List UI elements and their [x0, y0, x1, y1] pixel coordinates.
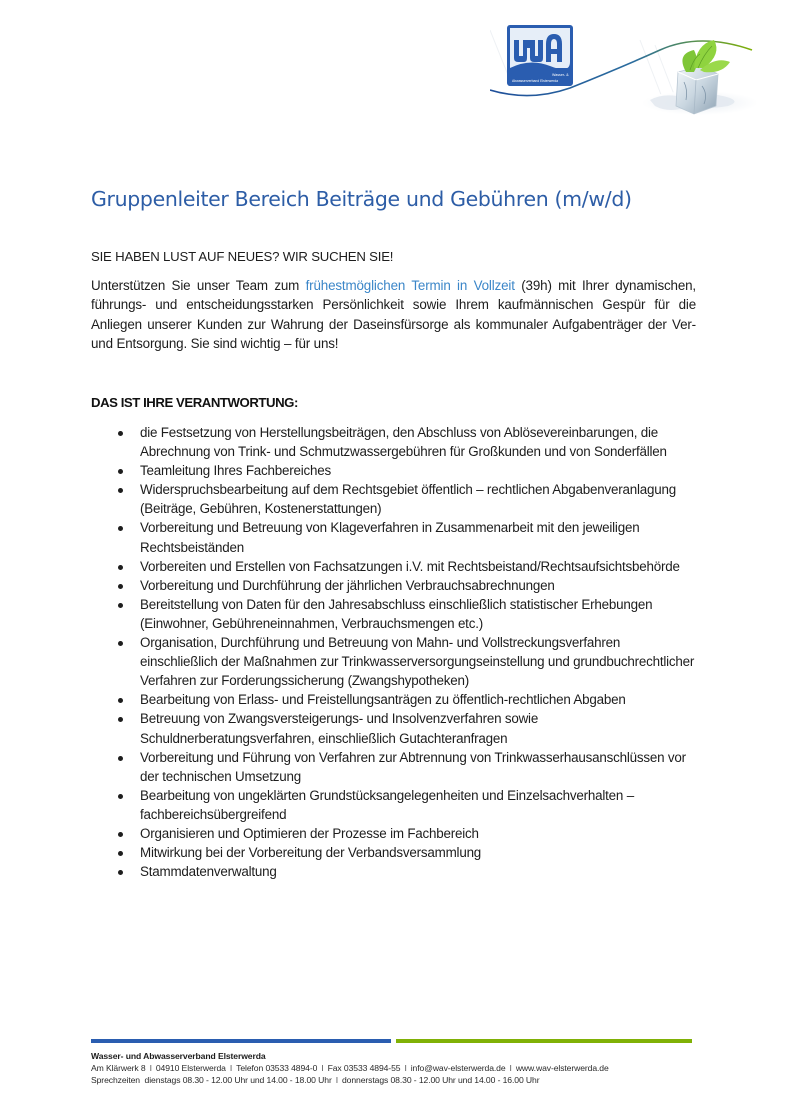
ice-cube-mint-icon [642, 40, 758, 115]
list-item-text: Bearbeitung von ungeklärten Grundstücksangelegenheiten und Einzelsachverhalten – fachbereichsübergreifend [140, 787, 634, 822]
bullet-icon [118, 851, 123, 856]
tagline: SIE HABEN LUST AUF NEUES? WIR SUCHEN SIE! [91, 249, 394, 264]
bullet-icon [118, 698, 123, 703]
bullet-icon [118, 756, 123, 761]
list-item-text: Teamleitung Ihres Fachbereiches [140, 463, 332, 479]
footer-separator: I [229, 1063, 233, 1074]
bullet-icon [118, 565, 123, 570]
footer-email-link[interactable]: info@wav-elsterwerda.de [410, 1063, 506, 1074]
footer-separator: I [321, 1063, 324, 1074]
footer-city: 04910 Elsterwerda [155, 1063, 226, 1074]
list-item [140, 824, 700, 843]
logo-text-line2: Abwasserverband Elsterwerda [512, 79, 558, 83]
footer-phone: Telefon 03533 4894-0 [236, 1063, 318, 1074]
list-item [140, 690, 700, 709]
header-graphic [490, 10, 780, 140]
list-item-text: Vorbereitung und Führung von Verfahren zur Abtrennung von Trinkwasserhausanschlüssen vor der technischen Umsetzung [140, 749, 686, 784]
list-item [140, 748, 700, 786]
list-item [140, 709, 700, 747]
list-item-text: Vorbereitung und Durchführung der jährlichen Verbrauchsabrechnungen [140, 577, 555, 593]
footer-separator: I [335, 1075, 338, 1086]
list-item [140, 843, 700, 862]
wav-logo-icon [507, 25, 573, 86]
bullet-icon [118, 717, 123, 722]
footer-hours-label: Sprechzeiten [91, 1075, 140, 1086]
bullet-icon [118, 584, 123, 589]
list-item [140, 862, 700, 881]
header-artwork [490, 10, 780, 140]
bullet-icon [118, 526, 123, 531]
list-item-text: die Festsetzung von Herstellungsbeiträgen, den Abschluss von Ablösevereinbarungen, die Abrechnung von Trink- und Schmutzwassergebühren für Großkunden und von Sonderfällen [140, 425, 667, 460]
responsibilities-list [140, 423, 700, 881]
bullet-icon [118, 794, 123, 799]
list-item [140, 423, 700, 461]
bullet-icon [118, 431, 123, 436]
list-item [140, 461, 700, 480]
footer-contact-line [91, 1062, 701, 1074]
list-item-text: Betreuung von Zwangsversteigerungs- und Insolvenzverfahren sowie Schuldnerberatungsverfahren, einschließlich Gutachteranfragen [140, 711, 539, 746]
bullet-icon [118, 832, 123, 837]
page-title: Gruppenleiter Bereich Beiträge und Gebühren (m/w/d) [91, 187, 632, 211]
footer-website-link[interactable]: www.wav-elsterwerda.de [515, 1063, 609, 1074]
list-item-text: Vorbereiten und Erstellen von Fachsatzungen i.V. mit Rechtsbeistand/Rechtsaufsichtsbehörde [140, 558, 680, 574]
bullet-icon [118, 641, 123, 646]
list-item [140, 576, 700, 595]
list-item [140, 480, 700, 518]
list-item-text: Vorbereitung und Betreuung von Klageverfahren in Zusammenarbeit mit den jeweiligen Rechtsbeiständen [140, 520, 640, 555]
footer-divider-blue [91, 1039, 391, 1043]
footer [91, 1050, 701, 1087]
bullet-icon [118, 603, 123, 608]
intro-text-after: (39h) mit Ihrer dynamischen, führungs- und entscheidungsstarken Persönlichkeit sowie Ihrem kaufmännischen Gespür für die Anliegen unserer Kunden zur Wahrung der Daseinsfürsorge als kommunaler Aufgabenträger der Ver- und Entsorgung. Sie sind wichtig – für uns! [91, 278, 697, 352]
list-item [140, 633, 700, 690]
list-item [140, 557, 700, 576]
list-item-text: Organisieren und Optimieren der Prozesse im Fachbereich [140, 825, 479, 841]
footer-separator: I [509, 1063, 512, 1074]
list-item [140, 595, 700, 633]
footer-hours-line [91, 1074, 701, 1086]
list-item-text: Bereitstellung von Daten für den Jahresabschluss einschließlich statistischer Erhebungen (Einwohner, Gebühreneinnahmen, Verbrauchsmengen etc.) [140, 596, 653, 631]
footer-divider-green [396, 1039, 692, 1043]
list-item [140, 518, 700, 556]
footer-hours-thursday: donnerstags 08.30 - 12.00 Uhr und 14.00 - 16.00 Uhr [342, 1075, 540, 1086]
list-item [140, 786, 700, 824]
footer-fax: Fax 03533 4894-55 [327, 1063, 401, 1074]
footer-separator: I [149, 1063, 152, 1074]
bullet-icon [118, 469, 123, 474]
list-item-text: Organisation, Durchführung und Betreuung von Mahn- und Vollstreckungsverfahren einschließlich der Maßnahmen zur Trinkwasserversorgungseinstellung und grundbuchrechtlicher Verfahren zur Forderungssicherung (Zwangshypotheken) [140, 635, 695, 689]
intro-paragraph [91, 276, 696, 354]
footer-organization: Wasser- und Abwasserverband Elsterwerda [91, 1051, 266, 1061]
footer-separator: I [404, 1063, 407, 1074]
list-item-text: Widerspruchsbearbeitung auf dem Rechtsgebiet öffentlich – rechtlichen Abgabenveranlagung (Beiträge, Gebühren, Kostenerstattungen) [140, 482, 676, 517]
list-item-text: Stammdatenverwaltung [140, 864, 277, 880]
intro-text-before: Unterstützen Sie unser Team zum [91, 278, 306, 293]
employment-terms-highlight: frühestmöglichen Termin in Vollzeit [305, 278, 515, 293]
list-item-text: Bearbeitung von Erlass- und Freistellungsanträgen zu öffentlich-rechtlichen Abgaben [140, 692, 626, 708]
logo-text-line1: Wasser- & [552, 73, 569, 77]
bullet-icon [118, 870, 123, 875]
list-item-text: Mitwirkung bei der Vorbereitung der Verbandsversammlung [140, 845, 482, 861]
footer-street: Am Klärwerk 8 [91, 1063, 146, 1074]
responsibilities-heading: DAS IST IHRE VERANTWORTUNG: [91, 395, 298, 410]
bullet-icon [118, 488, 123, 493]
footer-hours-tuesday: dienstags 08.30 - 12.00 Uhr und 14.00 - 18.00 Uhr [144, 1075, 332, 1086]
